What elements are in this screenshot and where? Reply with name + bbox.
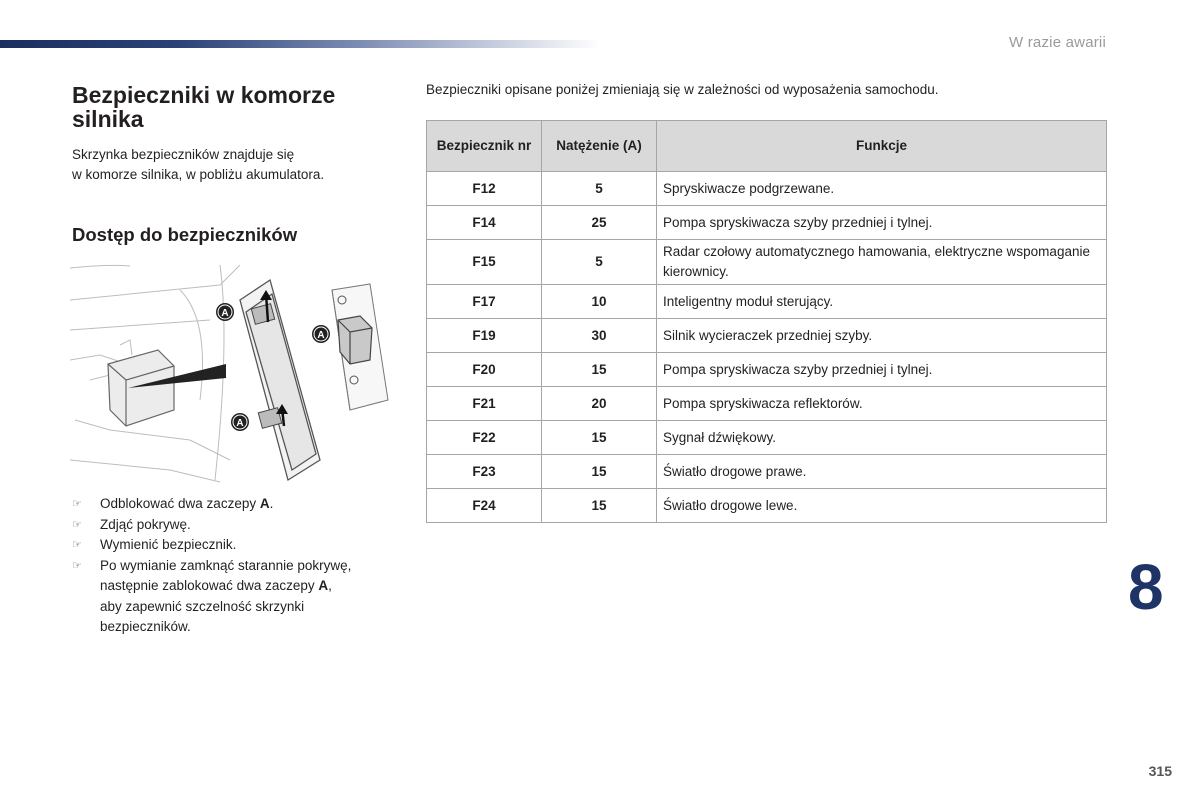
table-row [427,206,1107,240]
fuse-number-cell: F19 [427,319,542,353]
table-row [427,240,1107,285]
clip-label-a [231,413,249,431]
clip-label-a [312,325,330,343]
page-title: Bezpieczniki w komorze silnika [72,82,336,132]
amperage-cell: 15 [542,455,657,489]
fuse-box-illustration [70,260,390,485]
instruction-text: Po wymianie zamknąć starannie pokrywę, [100,557,352,573]
section-subtitle: Dostęp do bezpieczników [72,224,298,245]
fuse-number-cell: F12 [427,172,542,206]
instruction-text: bezpieczników. [100,619,191,634]
section-header: W razie awarii [1009,34,1106,51]
function-cell: Sygnał dźwiękowy. [657,421,1107,455]
fuse-number-cell: F22 [427,421,542,455]
column-header-amperage: Natężenie (A) [542,121,657,172]
table-row [427,455,1107,489]
clip-label-text: A [221,308,229,319]
instruction-text: Wymienić bezpiecznik. [100,537,237,552]
hand-pointer-icon: ☞ [72,559,82,572]
column-header-fuse: Bezpiecznik nr [427,121,542,172]
instruction-step [72,494,402,515]
function-cell: Pompa spryskiwacza reflektorów. [657,387,1107,421]
table-row [427,421,1107,455]
amperage-cell: 5 [542,240,657,285]
amperage-cell: 15 [542,353,657,387]
clip-label-text: A [317,330,325,341]
instruction-step [72,515,402,536]
function-cell: Światło drogowe prawe. [657,455,1107,489]
function-cell: Światło drogowe lewe. [657,489,1107,523]
fuse-number-cell: F23 [427,455,542,489]
clip-label-a [216,303,234,321]
fuse-number-cell: F24 [427,489,542,523]
column-header-function: Funkcje [657,121,1107,172]
function-cell: Spryskiwacze podgrzewane. [657,172,1107,206]
table-header-row [427,121,1107,172]
fuse-number-cell: F17 [427,285,542,319]
instruction-text: Odblokować dwa zaczepy A. [100,496,274,511]
table-row [427,489,1107,523]
function-cell: Inteligentny moduł sterujący. [657,285,1107,319]
instruction-step [72,556,402,638]
instruction-list [72,494,402,638]
intro-text [72,145,392,185]
instruction-text: Zdjąć pokrywę. [100,516,191,532]
function-cell: Pompa spryskiwacza szyby przedniej i tylnej. [657,206,1107,240]
function-cell: Radar czołowy automatycznego hamowania, elektryczne wspomaganie kierownicy. [657,240,1107,285]
fuse-number-cell: F15 [427,240,542,285]
fuse-table [426,120,1107,523]
table-row [427,319,1107,353]
table-row [427,285,1107,319]
table-note: Bezpieczniki opisane poniżej zmieniają się w zależności od wyposażenia samochodu. [426,82,939,97]
table-row [427,353,1107,387]
instruction-text: aby zapewnić szczelność skrzynki [100,598,305,614]
amperage-cell: 25 [542,206,657,240]
intro-line: Skrzynka bezpieczników znajduje się [72,147,295,162]
instruction-step [72,535,402,556]
amperage-cell: 5 [542,172,657,206]
table-row [427,172,1107,206]
function-cell: Silnik wycieraczek przedniej szyby. [657,319,1107,353]
hand-pointer-icon: ☞ [72,518,82,531]
chapter-number: 8 [1128,551,1164,623]
header-accent-bar [0,40,600,48]
hand-pointer-icon: ☞ [72,539,82,551]
amperage-cell: 20 [542,387,657,421]
amperage-cell: 15 [542,489,657,523]
amperage-cell: 15 [542,421,657,455]
amperage-cell: 30 [542,319,657,353]
fuse-number-cell: F21 [427,387,542,421]
instruction-text: następnie zablokować dwa zaczepy A, [100,578,332,593]
fuse-number-cell: F14 [427,206,542,240]
clip-label-text: A [236,418,244,429]
fuse-number-cell: F20 [427,353,542,387]
amperage-cell: 10 [542,285,657,319]
intro-line: w komorze silnika, w pobliżu akumulatora. [72,167,325,182]
page-number: 315 [1148,763,1172,779]
hand-pointer-icon: ☞ [72,498,82,510]
table-row [427,387,1107,421]
function-cell: Pompa spryskiwacza szyby przedniej i tylnej. [657,353,1107,387]
